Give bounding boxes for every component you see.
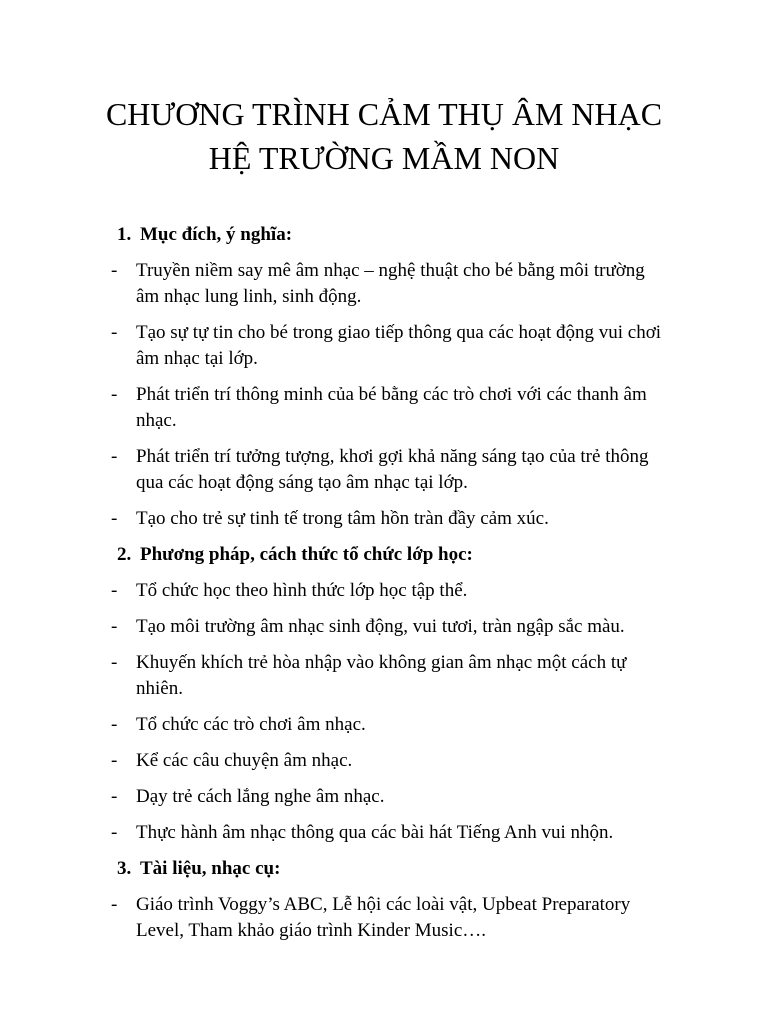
list-item xyxy=(0,892,768,944)
list-item-text: Thực hành âm nhạc thông qua các bài hát Tiếng Anh vui nhộn. xyxy=(136,822,614,843)
list-item-text: Giáo trình Voggy’s ABC, Lễ hội các loài vật, Upbeat Preparatory Level, Tham khảo giáo trình Kinder Music…. xyxy=(136,894,631,941)
bullet-dash: - xyxy=(111,322,118,343)
section-heading xyxy=(0,542,768,568)
list-item-text: Tạo cho trẻ sự tinh tế trong tâm hồn tràn đầy cảm xúc. xyxy=(136,508,549,529)
list-item xyxy=(0,382,768,434)
list-item xyxy=(0,444,768,496)
section-heading xyxy=(0,856,768,882)
list-item xyxy=(0,258,768,310)
list-item xyxy=(0,320,768,372)
bullet-dash: - xyxy=(111,652,118,673)
document-title-line-2: HỆ TRƯỜNG MẦM NON xyxy=(208,140,560,176)
list-item-text: Dạy trẻ cách lắng nghe âm nhạc. xyxy=(136,786,385,807)
list-item-text: Khuyến khích trẻ hòa nhập vào không gian âm nhạc một cách tự nhiên. xyxy=(136,652,627,699)
list-item-text: Tạo môi trường âm nhạc sinh động, vui tươi, tràn ngập sắc màu. xyxy=(136,616,625,637)
list-item-text: Tổ chức các trò chơi âm nhạc. xyxy=(136,714,366,735)
list-item xyxy=(0,614,768,640)
bullet-list xyxy=(0,258,768,532)
bullet-dash: - xyxy=(111,580,118,601)
bullet-dash: - xyxy=(111,894,118,915)
list-item xyxy=(0,712,768,738)
list-item xyxy=(0,650,768,702)
section-title: Tài liệu, nhạc cụ: xyxy=(140,858,281,879)
document-title-line-1: CHƯƠNG TRÌNH CẢM THỤ ÂM NHẠC xyxy=(105,96,663,132)
section-purpose xyxy=(0,222,768,532)
document-sections xyxy=(0,222,768,954)
list-item-text: Phát triển trí tưởng tượng, khơi gợi khả năng sáng tạo của trẻ thông qua các hoạt động sáng tạo âm nhạc tại lớp. xyxy=(136,446,649,493)
section-number: 3. xyxy=(117,858,132,879)
section-methods xyxy=(0,542,768,846)
list-item-text: Tổ chức học theo hình thức lớp học tập thể. xyxy=(136,580,468,601)
bullet-dash: - xyxy=(111,508,118,529)
section-title: Phương pháp, cách thức tổ chức lớp học: xyxy=(140,544,473,565)
list-item xyxy=(0,506,768,532)
list-item xyxy=(0,578,768,604)
section-materials xyxy=(0,856,768,944)
list-item xyxy=(0,784,768,810)
list-item-text: Truyền niềm say mê âm nhạc – nghệ thuật cho bé bằng môi trường âm nhạc lung linh, sinh động. xyxy=(136,260,645,307)
list-item xyxy=(0,820,768,846)
list-item-text: Tạo sự tự tin cho bé trong giao tiếp thông qua các hoạt động vui chơi âm nhạc tại lớp. xyxy=(136,322,662,369)
section-heading xyxy=(0,222,768,248)
list-item xyxy=(0,748,768,774)
bullet-dash: - xyxy=(111,260,118,281)
bullet-list xyxy=(0,892,768,944)
bullet-dash: - xyxy=(111,786,118,807)
bullet-dash: - xyxy=(111,446,118,467)
bullet-dash: - xyxy=(111,822,118,843)
bullet-list xyxy=(0,578,768,846)
bullet-dash: - xyxy=(111,616,118,637)
section-title: Mục đích, ý nghĩa: xyxy=(140,224,293,245)
bullet-dash: - xyxy=(111,714,118,735)
list-item-text: Phát triển trí thông minh của bé bằng các trò chơi với các thanh âm nhạc. xyxy=(136,384,647,431)
bullet-dash: - xyxy=(111,750,118,771)
section-number: 2. xyxy=(117,544,132,565)
list-item-text: Kể các câu chuyện âm nhạc. xyxy=(136,750,353,771)
section-number: 1. xyxy=(117,224,132,245)
bullet-dash: - xyxy=(111,384,118,405)
